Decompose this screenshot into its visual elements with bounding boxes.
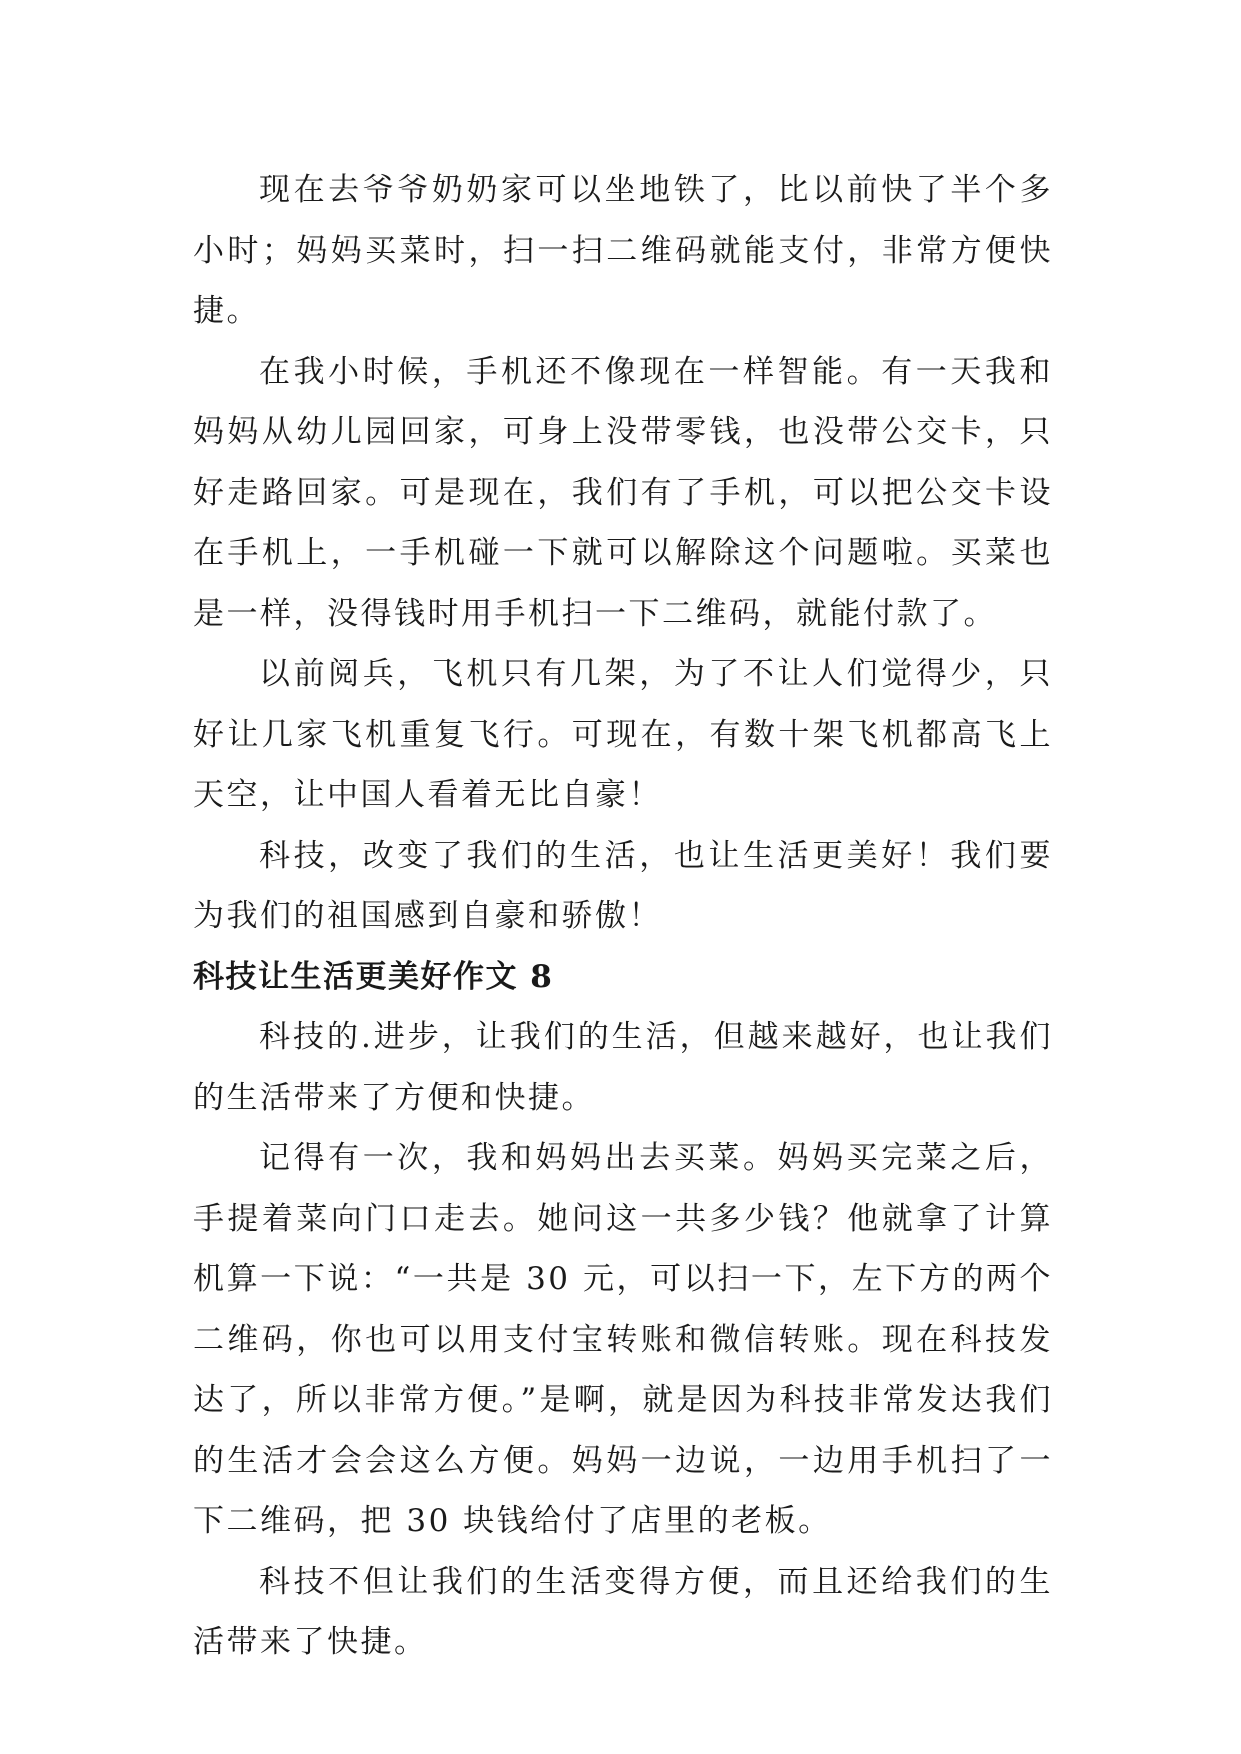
- section-title: 科技让生活更美好作文 8: [193, 958, 554, 995]
- paragraph-shopping-story: 记得有一次，我和妈妈出去买菜。妈妈买完菜之后，手提着菜向门口走去。她问这一共多少钱？他就拿了计算机算一下说：“一共是 30 元，可以扫一下，左下方的两个二维码，你也可以用支付宝转账和微信转账。现在科技发达了，所以非常方便。”是啊，就是因为科技非常发达我们的生活才会会这么方便。妈妈一边说，一边用手机扫了一下二维码，把 30 块钱给付了店里的老板。: [193, 1140, 1053, 1539]
- paragraph-childhood-phone: 在我小时候，手机还不像现在一样智能。有一天我和妈妈从幼儿园回家，可身上没带零钱，也没带公交卡，只好走路回家。可是现在，我们有了手机，可以把公交卡设在手机上，一手机碰一下就可以解除这个问题啦。买菜也是一样，没得钱时用手机扫一下二维码，就能付款了。: [193, 353, 1053, 632]
- paragraph-conclusion: 科技，改变了我们的生活，也让生活更美好！我们要为我们的祖国感到自豪和骄傲！: [193, 837, 1053, 934]
- document-page: [193, 160, 1053, 1673]
- paragraph-closing: 科技不但让我们的生活变得方便，而且还给我们的生活带来了快捷。: [193, 1563, 1053, 1660]
- paragraph-tech-progress: 科技的.进步，让我们的生活，但越来越好，也让我们的生活带来了方便和快捷。: [193, 1019, 1053, 1116]
- paragraph-subway-qr: 现在去爷爷奶奶家可以坐地铁了，比以前快了半个多小时；妈妈买菜时，扫一扫二维码就能支付，非常方便快捷。: [193, 172, 1053, 329]
- paragraph-parade: 以前阅兵，飞机只有几架，为了不让人们觉得少，只好让几家飞机重复飞行。可现在，有数十架飞机都高飞上天空，让中国人看着无比自豪！: [193, 656, 1053, 813]
